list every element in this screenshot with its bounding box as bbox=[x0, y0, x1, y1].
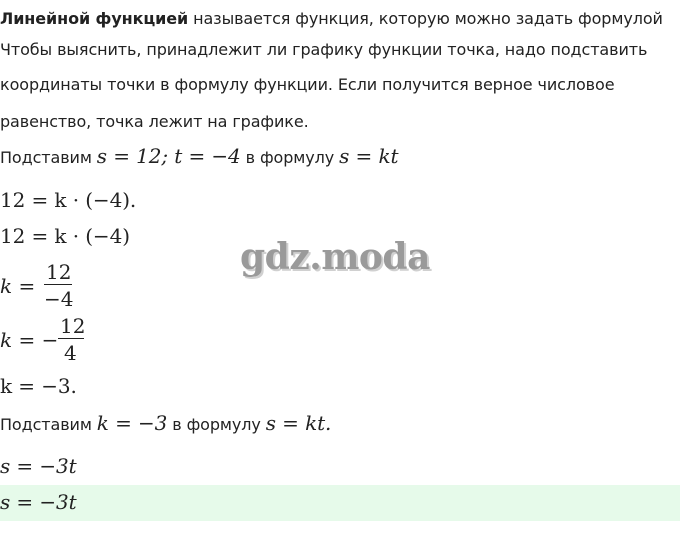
intro-term: Линейной функцией bbox=[0, 9, 189, 28]
answer-equation: s = −3t bbox=[0, 490, 77, 514]
equation-2: 12 = k · (−4) bbox=[0, 224, 130, 248]
step-2-line bbox=[0, 413, 331, 435]
equation-4-fraction-bar bbox=[58, 338, 84, 339]
intro-line-4: равенство, точка лежит на графике. bbox=[0, 112, 309, 131]
equation-4-denominator: 4 bbox=[64, 341, 77, 365]
step-1-line bbox=[0, 146, 398, 168]
step-2-substitution: k = −3 bbox=[96, 411, 168, 435]
equation-4-numerator: 12 bbox=[60, 314, 86, 338]
equation-3-lhs: k = bbox=[0, 274, 36, 298]
equation-4 bbox=[0, 316, 90, 366]
step-2-formula: s = kt. bbox=[265, 411, 332, 435]
equation-6: s = −3t bbox=[0, 454, 77, 478]
answer-highlight bbox=[0, 485, 680, 521]
watermark-logo: gdz.moda bbox=[240, 236, 430, 278]
intro-text: называется функция, которую можно задать формулой bbox=[188, 9, 663, 28]
equation-1: 12 = k · (−4). bbox=[0, 188, 137, 212]
equation-4-lhs: k = − bbox=[0, 328, 59, 352]
equation-3-denominator: −4 bbox=[44, 287, 74, 311]
step-1-formula: s = kt bbox=[339, 144, 399, 168]
equation-5: k = −3. bbox=[0, 374, 77, 398]
intro-line-2: Чтобы выяснить, принадлежит ли графику функции точка, надо подставить bbox=[0, 40, 648, 59]
step-2-middle: в формулу bbox=[167, 415, 266, 434]
intro-line-3: координаты точки в формулу функции. Если получится верное числовое bbox=[0, 75, 615, 94]
equation-3-fraction-bar bbox=[44, 284, 72, 285]
equation-3-numerator: 12 bbox=[46, 260, 72, 284]
step-2-prefix: Подставим bbox=[0, 415, 97, 434]
step-1-substitution: s = 12; t = −4 bbox=[96, 144, 241, 168]
step-1-prefix: Подставим bbox=[0, 148, 97, 167]
intro-line-1 bbox=[0, 9, 663, 29]
step-1-middle: в формулу bbox=[240, 148, 340, 167]
equation-3 bbox=[0, 262, 80, 312]
